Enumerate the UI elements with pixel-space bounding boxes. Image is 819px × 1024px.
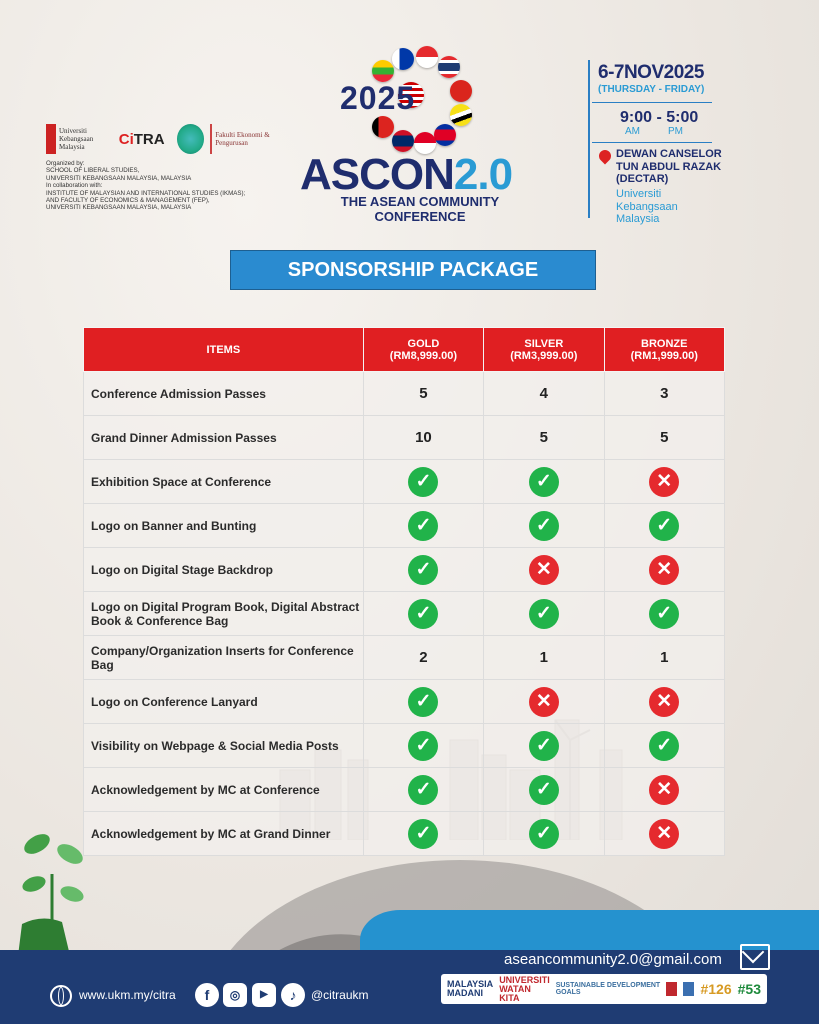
- organizer-text: Organized by: SCHOOL OF LIBERAL STUDIES, UNIVERSITI KEBANGSAAN MALAYSIA, MALAYSIA In collaboration with: INSTITUTE OF MALAYSIAN AND INTERNATIONAL STUDIES (IKMAS); AND FACULTY OF ECONOMICS & MANAGEMENT (FEP), UNIVERSITI KEBANGSAAN MALAYSIA, MALAYSIA: [46, 160, 246, 212]
- ukm-crest-icon: [683, 982, 694, 996]
- check-icon: ✓: [529, 775, 559, 805]
- venue-university: Universiti Kebangsaan Malaysia: [616, 188, 678, 225]
- flag-myanmar: [372, 60, 394, 82]
- cross-icon: ✕: [649, 467, 679, 497]
- silver-cell: [484, 592, 604, 636]
- cross-icon: ✕: [649, 687, 679, 717]
- conference-title: ASCON2.0: [300, 150, 513, 199]
- table-body: [84, 372, 725, 856]
- silver-cell: 4: [484, 372, 604, 416]
- row-item-label: Visibility on Webpage & Social Media Posts: [84, 724, 364, 768]
- citra-logo: Ci TRA: [118, 130, 165, 148]
- sdg-logo: SUSTAINABLE DEVELOPMENT GOALS: [555, 982, 661, 996]
- flag-philippines: [392, 48, 414, 70]
- check-icon: ✓: [408, 731, 438, 761]
- check-icon: ✓: [529, 731, 559, 761]
- row-item-label: Acknowledgement by MC at Grand Dinner: [84, 812, 364, 856]
- silver-cell: [484, 680, 604, 724]
- event-ampm: AM PM: [625, 126, 683, 137]
- contact-email[interactable]: aseancommunity2.0@gmail.com: [504, 951, 722, 968]
- row-item-label: Logo on Conference Lanyard: [84, 680, 364, 724]
- bronze-cell: 3: [604, 372, 724, 416]
- check-icon: ✓: [649, 731, 679, 761]
- gold-cell: [363, 724, 483, 768]
- flag-cambodia: [434, 124, 456, 146]
- website-globe-icon: [50, 985, 72, 1007]
- table-row: [84, 724, 725, 768]
- info-divider-1: [592, 102, 712, 103]
- silver-cell: [484, 504, 604, 548]
- bronze-cell: [604, 592, 724, 636]
- items-header: ITEMS: [84, 328, 364, 372]
- tiktok-icon[interactable]: ♪: [281, 983, 305, 1007]
- check-icon: ✓: [529, 819, 559, 849]
- table-row: [84, 504, 725, 548]
- table-row: [84, 680, 725, 724]
- fep-logo: Fakulti Ekonomi & Pengurusan: [210, 124, 270, 154]
- check-icon: ✓: [408, 599, 438, 629]
- conference-subtitle: THE ASEAN COMMUNITY CONFERENCE: [340, 194, 500, 224]
- gold-cell: 5: [363, 372, 483, 416]
- row-item-label: Logo on Digital Stage Backdrop: [84, 548, 364, 592]
- bronze-cell: 5: [604, 416, 724, 460]
- flag-thailand: [438, 56, 460, 78]
- bronze-cell: [604, 504, 724, 548]
- gold-cell: 10: [363, 416, 483, 460]
- gold-cell: [363, 592, 483, 636]
- silver-cell: [484, 812, 604, 856]
- check-icon: ✓: [408, 555, 438, 585]
- silver-cell: [484, 724, 604, 768]
- table-row: [84, 636, 725, 680]
- flag-vietnam: [450, 80, 472, 102]
- ranking-53: #53: [737, 981, 761, 997]
- silver-cell: [484, 548, 604, 592]
- row-item-label: Grand Dinner Admission Passes: [84, 416, 364, 460]
- website-link[interactable]: www.ukm.my/citra: [79, 988, 176, 1002]
- sponsorship-banner: SPONSORSHIP PACKAGE: [230, 250, 596, 290]
- table-header-row: [84, 328, 725, 372]
- cross-icon: ✕: [649, 775, 679, 805]
- gold-cell: [363, 548, 483, 592]
- check-icon: ✓: [529, 599, 559, 629]
- bronze-cell: [604, 680, 724, 724]
- gold-cell: [363, 812, 483, 856]
- cross-icon: ✕: [529, 687, 559, 717]
- row-item-label: Conference Admission Passes: [84, 372, 364, 416]
- sponsorship-table: [83, 327, 725, 856]
- bronze-cell: [604, 812, 724, 856]
- ranking-126: #126: [700, 981, 732, 997]
- flag-brunei: [450, 104, 472, 126]
- silver-cell: [484, 768, 604, 812]
- table-row: [84, 812, 725, 856]
- row-item-label: Logo on Digital Program Book, Digital Abstract Book & Conference Bag: [84, 592, 364, 636]
- event-time: 9:00 - 5:00: [620, 109, 699, 126]
- cross-icon: ✕: [649, 819, 679, 849]
- info-divider-2: [592, 142, 712, 143]
- table-row: [84, 372, 725, 416]
- table-row: [84, 548, 725, 592]
- ikmas-logo: [177, 124, 204, 154]
- row-item-label: Exhibition Space at Conference: [84, 460, 364, 504]
- gold-header: GOLD (RM8,999.00): [363, 328, 483, 372]
- table-row: [84, 460, 725, 504]
- check-icon: ✓: [408, 467, 438, 497]
- flag-laos: [392, 130, 414, 152]
- check-icon: ✓: [649, 511, 679, 541]
- silver-cell: 1: [484, 636, 604, 680]
- universiti-watan-kita-logo: UNIVERSITI WATAN KITA: [499, 974, 550, 1003]
- bronze-cell: [604, 768, 724, 812]
- sdg-badge-icon: [666, 982, 677, 996]
- venue-name: DEWAN CANSELOR TUN ABDUL RAZAK (DECTAR): [616, 148, 722, 185]
- cross-icon: ✕: [529, 555, 559, 585]
- plant-hand-illustration: [12, 814, 94, 964]
- gold-cell: [363, 460, 483, 504]
- check-icon: ✓: [529, 511, 559, 541]
- cross-icon: ✕: [649, 555, 679, 585]
- flag-timor-leste: [372, 116, 394, 138]
- check-icon: ✓: [649, 599, 679, 629]
- organizer-logos: [46, 122, 270, 156]
- malaysia-madani-logo: MALAYSIA MADANI: [447, 979, 494, 998]
- row-item-label: Company/Organization Inserts for Conference Bag: [84, 636, 364, 680]
- gold-cell: 2: [363, 636, 483, 680]
- check-icon: ✓: [408, 819, 438, 849]
- gold-cell: [363, 768, 483, 812]
- silver-cell: [484, 460, 604, 504]
- bronze-cell: 1: [604, 636, 724, 680]
- instagram-icon[interactable]: ◎: [223, 983, 247, 1007]
- youtube-icon[interactable]: ▶: [252, 983, 276, 1007]
- partner-logos: [441, 974, 767, 1004]
- bronze-cell: [604, 460, 724, 504]
- event-days: (THURSDAY - FRIDAY): [598, 84, 705, 95]
- bronze-cell: [604, 548, 724, 592]
- check-icon: ✓: [408, 511, 438, 541]
- table-row: [84, 592, 725, 636]
- check-icon: ✓: [408, 687, 438, 717]
- bronze-header: BRONZE (RM1,999.00): [604, 328, 724, 372]
- facebook-icon[interactable]: f: [195, 983, 219, 1007]
- check-icon: ✓: [529, 467, 559, 497]
- bronze-cell: [604, 724, 724, 768]
- table-row: [84, 768, 725, 812]
- table-row: [84, 416, 725, 460]
- social-handle[interactable]: @citraukm: [311, 988, 369, 1002]
- event-date: 6-7NOV2025: [598, 62, 704, 83]
- gold-cell: [363, 680, 483, 724]
- gold-cell: [363, 504, 483, 548]
- info-divider: [588, 60, 590, 218]
- flag-singapore: [416, 46, 438, 68]
- silver-cell: 5: [484, 416, 604, 460]
- mail-icon: [740, 944, 770, 970]
- check-icon: ✓: [408, 775, 438, 805]
- ukm-logo: Universiti Kebangsaan Malaysia: [46, 124, 106, 154]
- conference-year: 2025: [340, 80, 416, 116]
- row-item-label: Acknowledgement by MC at Conference: [84, 768, 364, 812]
- row-item-label: Logo on Banner and Bunting: [84, 504, 364, 548]
- silver-header: SILVER (RM3,999.00): [484, 328, 604, 372]
